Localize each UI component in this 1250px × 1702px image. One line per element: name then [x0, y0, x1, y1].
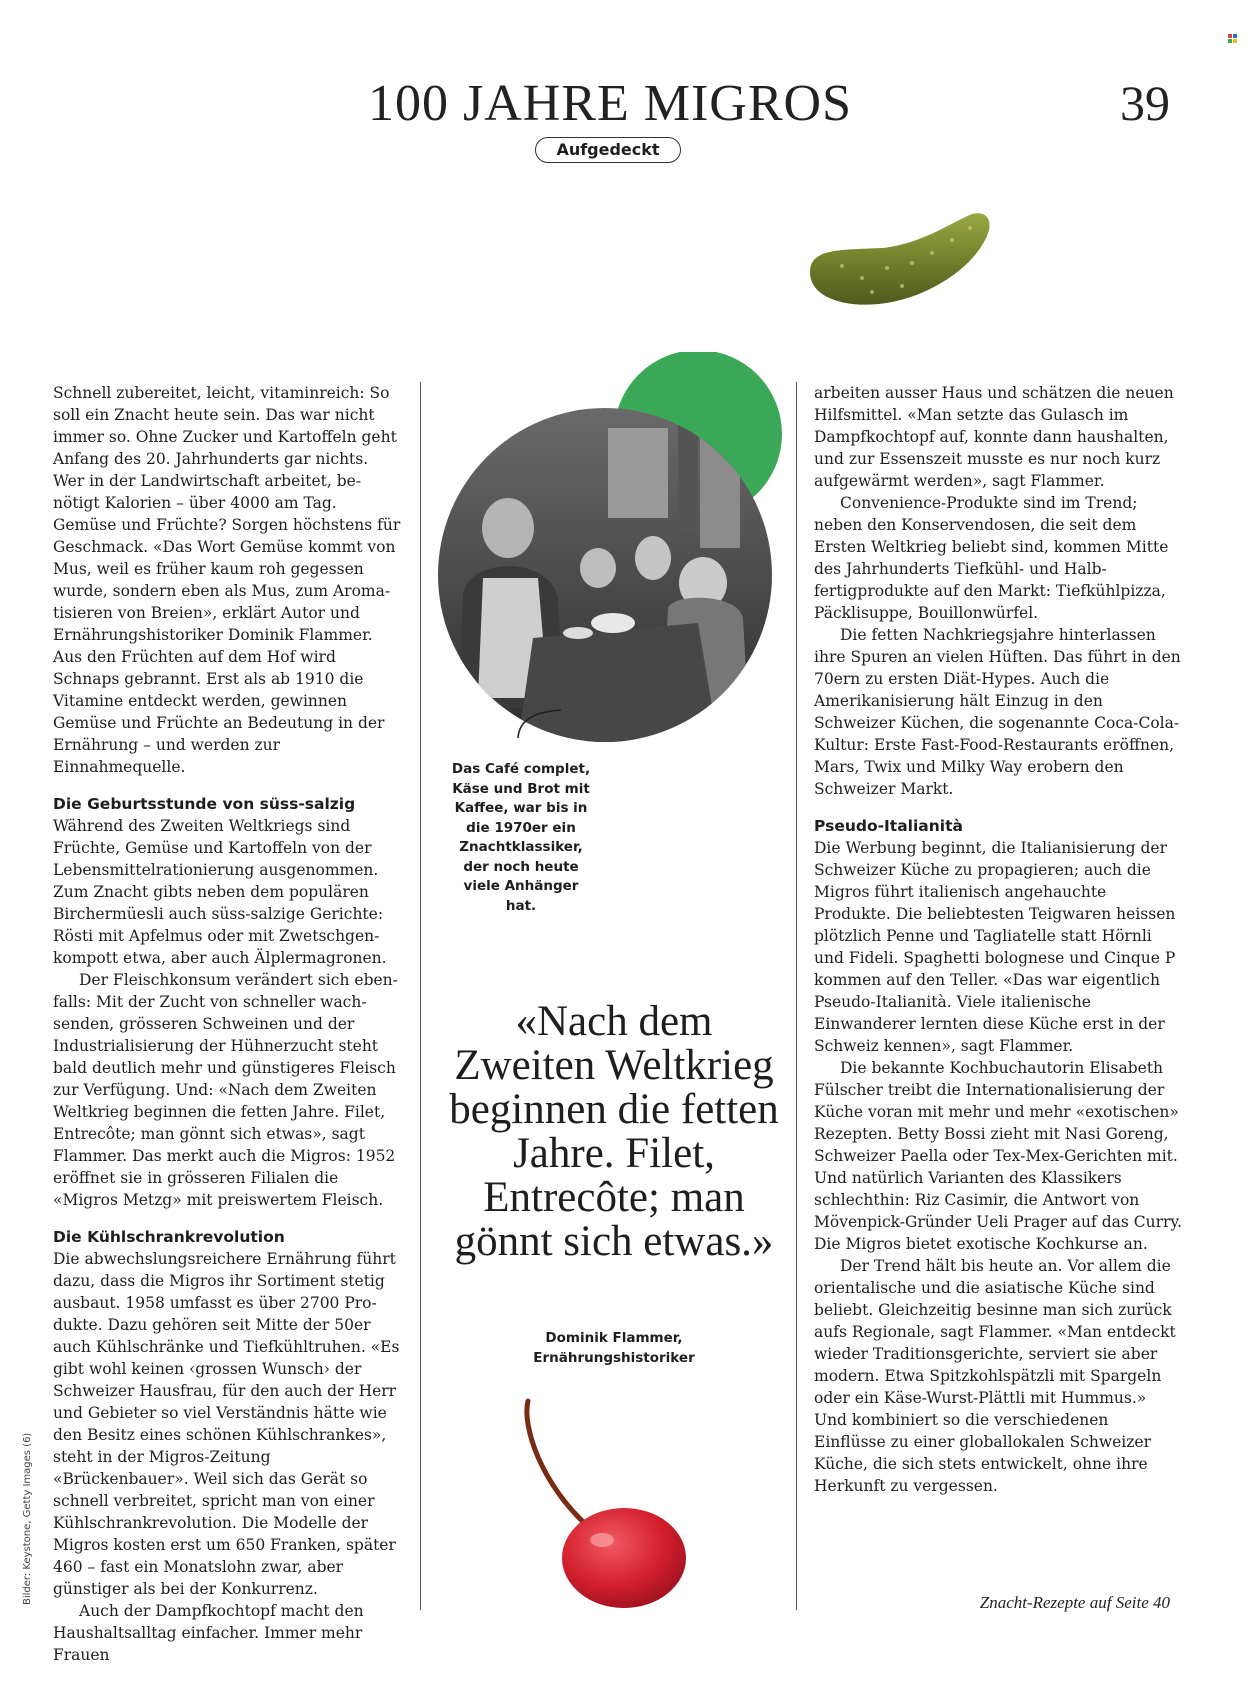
paragraph: arbeiten ausser Haus und schätzen die neuen Hilfsmittel. «Man setzte das Gulasch im Dampfkochtopf auf, konnte dann haushalten, und zur Essenszeit musste es nur noch kurz aufgewärmt werden», sagt Flammer. — [814, 384, 1174, 490]
heading-sweet-salty: Die Geburtsstunde von süss-salzig — [53, 795, 356, 813]
family-photo — [438, 408, 772, 742]
pickle-illustration — [802, 208, 992, 313]
photo-caption: Das Café complet, Käse und Brot mit Kaffee, war bis in die 1970er ein Znachtklassiker, der noch heute viele Anhänger hat. — [451, 761, 591, 914]
photo-group — [438, 352, 788, 742]
paragraph: Convenience-Produkte sind im Trend; neben den Konservendosen, die seit dem Ersten Weltkrieg beliebt sind, kommen Mitte des Jahrhunderts Tiefkühl- und Halbfertigprodukte auf den Markt: Tiefkühlpizza, Päcklisuppe, Bouillonwürfel. — [814, 494, 1169, 622]
page-number: 39 — [1120, 75, 1170, 131]
cherry-illustration — [520, 1395, 700, 1610]
pull-quote: «Nach dem Zweiten Weltkrieg beginnen die fetten Jahre. Filet, Entrecôte; man gönnt sich etwas.» — [449, 998, 779, 1265]
paragraph: Auch der Dampfkochtopf macht den Haushaltsalltag einfacher. Immer mehr Frauen — [53, 1602, 364, 1664]
paragraph: Die Werbung beginnt, die Italianisierung der Schweizer Küche zu propagieren; auch die Migros führt italienisch angehauchte Produkte. Die beliebtesten Teigwaren heissen plötzlich Penne und Tagliatelle statt Hörnli und Fideli. Spaghetti bolognese und Cinque P kommen auf den Teller. «Das war eigentlich Pseudo-Italianità. Viele italienische Einwanderer lernten diese Küche erst in der Schweiz kennen», sagt Flammer. — [814, 839, 1176, 1055]
paragraph: Der Fleischkonsum verändert sich ebenfalls: Mit der Zucht von schneller wachsenden, grösseren Schweinen und der Industrialisierung der Hühnerzucht steht bald deutlich mehr und günstigeres Fleisch zur Verfügung. Und: «Nach dem Zweiten Weltkrieg beginnen die fetten Jahre. Filet, Entrecôte; man gönnt sich etwas», sagt Flammer. Das merkt auch die Migros: 1952 eröffnet sie in grösseren Filialen die «Migros Metzg» mit preiswertem Fleisch. — [53, 971, 398, 1209]
paragraph: Der Trend hält bis heute an. Vor allem die orientalische und die asiatische Küche sind beliebt. Gleichzeitig besinne man sich zurück aufs Regionale, sagt Flammer. «Man entdeckt wieder Traditionsgerichte, serviert sie aber modern. Etwa Spitzkohlspätzli mit Spargeln oder ein Käse-Wurst-Plättli mit Hummus.» Und kombiniert so die verschiedenen Einflüsse zu einer globallokalen Schweizer Küche, die sich stets entwickelt, ohne ihre Herkunft zu vergessen. — [814, 1257, 1176, 1495]
page-title: 100 JAHRE MIGROS — [367, 75, 853, 132]
heading-fridge-revolution: Die Kühlschrankrevolution — [53, 1228, 285, 1246]
right-column — [814, 382, 1184, 1497]
column-divider — [420, 382, 421, 1610]
paragraph: Die bekannte Kochbuchautorin Elisabeth Fülscher treibt die Internationalisierung der Küche voran mit mehr und mehr «exotischen» Rezepten. Betty Bossi zieht mit Nasi Goreng, Schweizer Paella oder Tex-Mex-Gerichten mit. Und natürlich Varianten des Klassikers schlechthin: Riz Casimir, die Antwort von Mövenpick-Gründer Ueli Prager auf das Curry. Die Migros bietet exotische Kochkurse an. — [814, 1059, 1183, 1253]
quote-author: Dominik Flammer, — [545, 1330, 683, 1346]
paragraph: Während des Zweiten Weltkriegs sind Früchte, Gemüse und Kartoffeln von der Lebensmittelrationierung ausgenommen. Zum Znacht gibts neben dem populären Birchermüesli auch süss-salzige Gerichte: Rösti mit Apfelmus oder mit Zwetschgenkompott etwa, aber auch Älplermagronen. — [53, 817, 387, 967]
quote-author-role: Ernährungshistoriker — [533, 1350, 695, 1366]
recipe-reference: Znacht-Rezepte auf Seite 40 — [979, 1593, 1170, 1612]
section-tag: Aufgedeckt — [535, 137, 681, 163]
caption-pointer-icon — [515, 708, 565, 740]
paragraph: Die fetten Nachkriegsjahre hinterlassen ihre Spuren an vielen Hüften. Das führt in den 70ern zu ersten Diät-Hypes. Auch die Amerikanisierung hält Einzug in den Schweizer Küchen, die sogenannte Coca-Cola-Kultur: Erste Fast-Food-Restaurants eröffnen, Mars, Twix und Milky Way erobern den Schweizer Markt. — [814, 626, 1181, 798]
heading-pseudo-italianita: Pseudo-Italianità — [814, 817, 963, 835]
photo-credit: Bilder: Keystone, Getty Images (6) — [22, 1432, 33, 1605]
brand-mark-icon — [1228, 34, 1238, 44]
quote-attribution — [448, 1328, 780, 1368]
column-divider — [796, 382, 797, 1610]
paragraph: Die abwechslungsreichere Ernährung führt dazu, dass die Migros ihr Sortiment stetig ausbaut. 1958 umfasst es über 2700 Produkte. Dazu gehören seit Mitte der 50er auch Kühlschränke und Tiefkühltruhen. «Es gibt wohl keinen ‹grossen Wunsch› der Schweizer Hausfrau, für den auch der Herr und Gebieter so viel Verständnis hätte wie den Besitz eines schönen Kühlschrankes», steht in der Migros-Zeitung «Brückenbauer». Weil sich das Gerät so schnell verbreitet, spricht man von einer Kühlschrankrevolution. Die Modelle der Migros kosten erst um 650 Franken, später 460 – fast ein Monatslohn zwar, aber günstiger als bei der Konkurrenz. — [53, 1250, 400, 1598]
left-column — [53, 382, 401, 1666]
intro-paragraph: Schnell zubereitet, leicht, vitaminreich: So soll ein Znacht heute sein. Das war nicht immer so. Ohne Zucker und Kartoffeln geht Anfang des 20. Jahrhunderts gar nichts. Wer in der Landwirtschaft arbeitet, benötigt Kalorien – über 4000 am Tag. Gemüse und Früchte? Sorgen höchstens für Geschmack. «Das Wort Gemüse kommt von Mus, weil es früher kaum roh gegessen wurde, sondern eben als Mus, zum Aromatisieren von Breien», erklärt Autor und Ernährungshistoriker Dominik Flammer. Aus den Früchten auf dem Hof wird Schnaps gebrannt. Erst als ab 1910 die Vitamine entdeckt werden, gewinnen Gemüse und Früchte an Bedeutung in der Ernährung – und werden zur Einnahmequelle. — [53, 384, 401, 776]
